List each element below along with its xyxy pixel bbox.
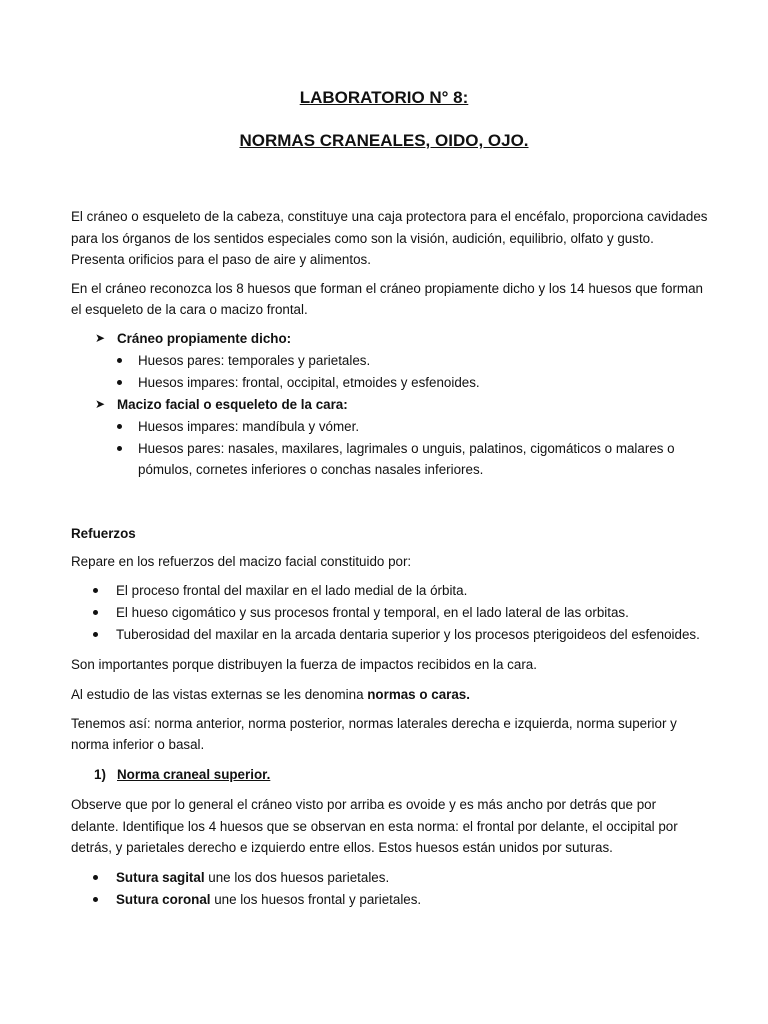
section2-item-2-line-2: pómulos, cornetes inferiores o conchas nasales inferiores. [138, 462, 484, 477]
intro-line-2: para los órganos de los sentidos especiales como son la visión, audición, equilibrio, olfato y gusto. [71, 231, 654, 246]
p-tenemos-line-2: norma inferior o basal. [71, 737, 205, 752]
bullet-icon [117, 358, 122, 363]
intro-line-3: Presenta orificios para el paso de aire y alimentos. [71, 252, 371, 267]
bullet-icon [93, 588, 98, 593]
document-title: LABORATORIO N° 8: [299, 88, 469, 107]
section1-item-2: Huesos impares: frontal, occipital, etmoides y esfenoides. [138, 375, 480, 390]
sutura-item-2: Sutura coronal une los huesos frontal y parietales. [116, 892, 422, 907]
bullet-icon [117, 424, 122, 429]
intro-line-1: El cráneo o esqueleto de la cabeza, constituye una caja protectora para el encéfalo, proporciona cavidades [71, 209, 708, 224]
refuerzos-item-3: Tuberosidad del maxilar en la arcada dentaria superior y los procesos pterigoideos del esfenoides. [116, 627, 700, 642]
refuerzos-heading: Refuerzos [71, 526, 136, 541]
refuerzos-item-2: El hueso cigomático y sus procesos frontal y temporal, en el lado lateral de las orbitas. [116, 605, 629, 620]
bullet-icon [117, 380, 122, 385]
p-observe-line-2: delante. Identifique los 4 huesos que se observan en esta norma: el frontal por delante, el occipital por [71, 819, 678, 834]
refuerzos-item-1: El proceso frontal del maxilar en el lado medial de la órbita. [116, 583, 468, 598]
sutura-item-1: Sutura sagital une los dos huesos parietales. [116, 870, 390, 885]
p-tenemos-line-1: Tenemos así: norma anterior, norma posterior, normas laterales derecha e izquierda, norma superior y [71, 716, 677, 731]
document-subtitle: NORMAS CRANEALES, OIDO, OJO. [239, 131, 529, 150]
bullet-icon [93, 632, 98, 637]
bullet-icon [93, 897, 98, 902]
section1-item-1: Huesos pares: temporales y parietales. [138, 353, 371, 368]
p-estudio: Al estudio de las vistas externas se les denomina normas o caras. [71, 687, 470, 702]
p2-line-2: el esqueleto de la cara o macizo frontal. [71, 302, 308, 317]
bullet-icon [93, 875, 98, 880]
section2-heading: Macizo facial o esqueleto de la cara: [117, 397, 348, 412]
section2-item-1: Huesos impares: mandíbula y vómer. [138, 419, 360, 434]
p-observe-line-3: detrás, y parietales derecho e izquierdo entre ellos. Estos huesos están unidos por suturas. [71, 840, 613, 855]
norma1-title: Norma craneal superior. [117, 767, 271, 782]
bullet-icon [93, 610, 98, 615]
section1-heading: Cráneo propiamente dicho: [117, 331, 292, 346]
p-importantes: Son importantes porque distribuyen la fuerza de impactos recibidos en la cara. [71, 657, 537, 672]
refuerzos-intro: Repare en los refuerzos del macizo facial constituido por: [71, 554, 412, 569]
p-observe-line-1: Observe que por lo general el cráneo visto por arriba es ovoide y es más ancho por detrás que por [71, 797, 657, 812]
p2-line-1: En el cráneo reconozca los 8 huesos que forman el cráneo propiamente dicho y los 14 huesos que forman [71, 281, 703, 296]
arrow-bullet-icon: ➤ [95, 397, 106, 411]
section2-item-2-line-1: Huesos pares: nasales, maxilares, lagrimales o unguis, palatinos, cigomáticos o malares o [138, 441, 675, 456]
norma1-number: 1) [94, 767, 106, 782]
arrow-bullet-icon: ➤ [95, 331, 106, 345]
bullet-icon [117, 446, 122, 451]
